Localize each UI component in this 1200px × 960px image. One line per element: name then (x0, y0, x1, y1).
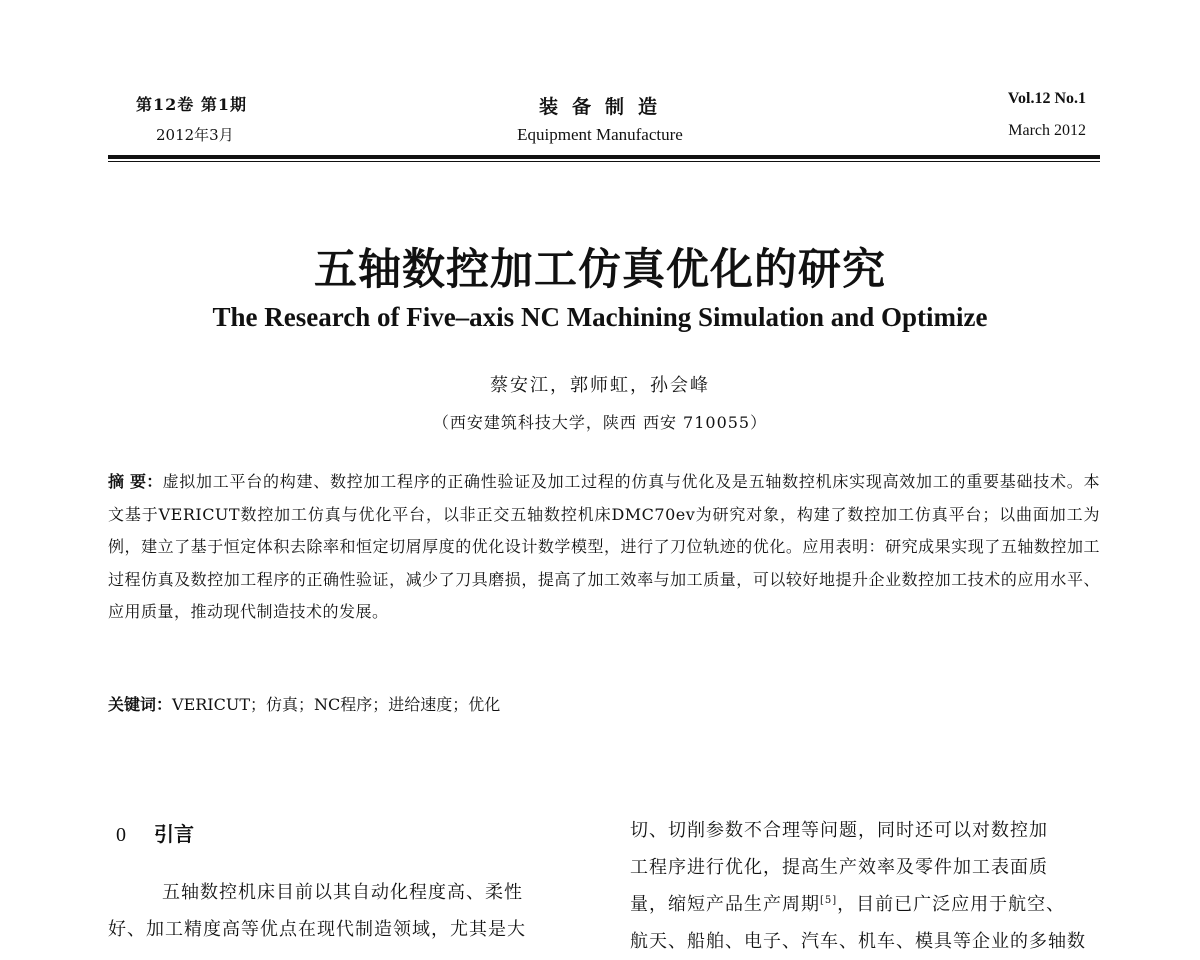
body-left-line: 好、加工精度高等优点在现代制造领域，尤其是大 (108, 919, 526, 940)
keywords-text: VERICUT；仿真；NC程序；进给速度；优化 (172, 695, 501, 714)
section-number: 0 (116, 824, 126, 846)
body-left-column (108, 874, 590, 948)
header-date-en: March 2012 (1008, 122, 1086, 139)
paper-title-en: The Research of Five–axis NC Machining Simulation and Optimize (212, 302, 988, 332)
header-rule-thick (108, 155, 1100, 159)
paper-title-cn: 五轴数控加工仿真优化的研究 (314, 245, 886, 295)
journal-title-en: Equipment Manufacture (517, 125, 683, 144)
header-rule-thin (108, 161, 1100, 162)
citation-ref: [5] (820, 895, 838, 906)
body-right-column (630, 812, 1100, 960)
body-right-line (630, 886, 1100, 923)
header-date-cn: 2012年3月 (156, 126, 234, 144)
journal-title-cn: 装备制造 (538, 96, 671, 118)
body-right-line: 切、切削参数不合理等问题，同时还可以对数控加 (630, 820, 1048, 841)
keywords (108, 692, 1100, 715)
abstract-label: 摘 要： (108, 472, 163, 491)
body-right-text: 量，缩短产品生产周期 (630, 894, 820, 915)
abstract-text: 虚拟加工平台的构建、数控加工程序的正确性验证及加工过程的仿真与优化及是五轴数控机床实现高效加工的重要基础技术。本文基于VERICUT数控加工仿真与优化平台，以非正交五轴数控机床DMC70ev为研究对象，构建了数控加工仿真平台；以曲面加工为例，建立了基于恒定体积去除率和恒定切屑厚度的优化设计数学模型，进行了刀位轨迹的优化。应用表明：研究成果实现了五轴数控加工过程仿真及数控加工程序的正确性验证，减少了刀具磨损，提高了加工效率与加工质量，可以较好地提升企业数控加工技术的应用水平、应用质量，推动现代制造技术的发展。 (108, 472, 1100, 621)
body-right-line: 工程序进行优化，提高生产效率及零件加工表面质 (630, 857, 1048, 878)
authors: 蔡安江，郭师虹，孙会峰 (490, 375, 710, 396)
affiliation: （西安建筑科技大学，陕西 西安 710055） (432, 413, 768, 432)
body-right-text: ，目前已广泛应用于航空、 (837, 894, 1066, 915)
keywords-label: 关键词： (108, 695, 173, 714)
body-right-line: 航天、船舶、电子、汽车、机车、模具等企业的多轴数 (630, 931, 1086, 952)
header-volume-cn: 第12卷 第1期 (136, 95, 247, 114)
section-heading (116, 818, 194, 847)
body-left-line: 五轴数控机床目前以其自动化程度高、柔性 (162, 882, 523, 903)
section-title: 引言 (154, 822, 194, 846)
header-volume-en: Vol.12 No.1 (1007, 90, 1086, 107)
abstract (108, 466, 1100, 629)
